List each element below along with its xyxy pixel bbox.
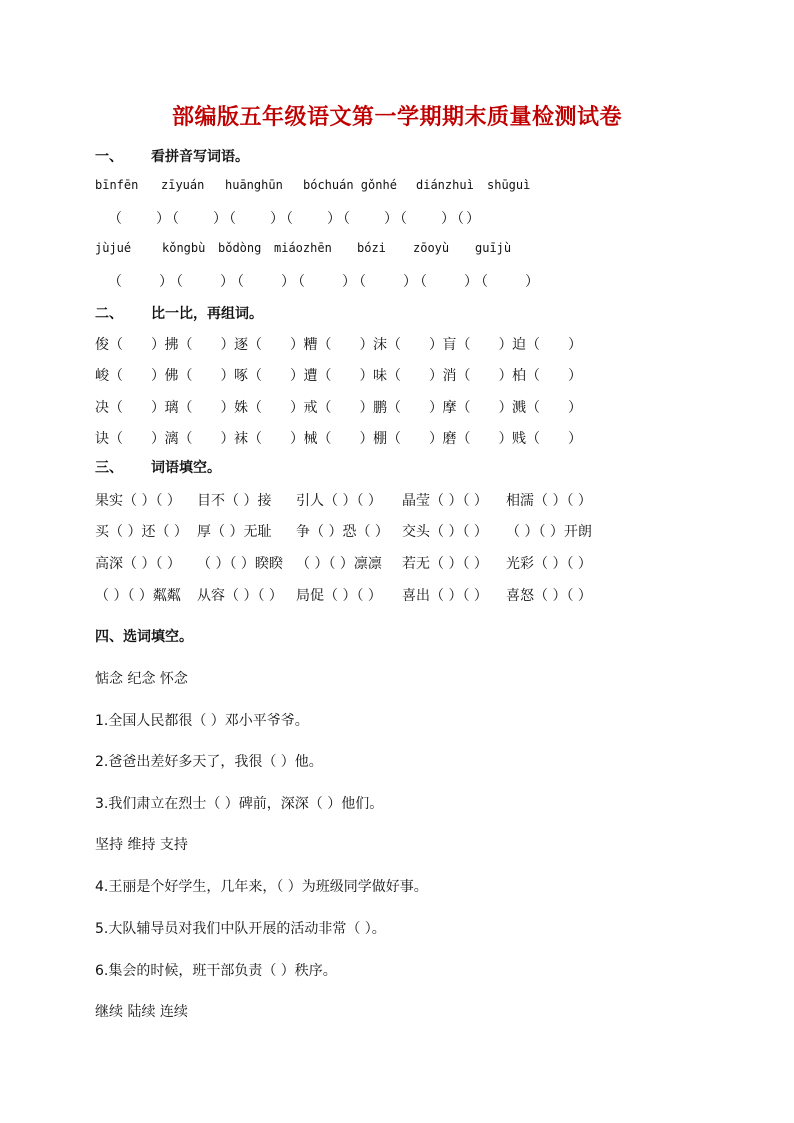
section1-label: 看拼音写词语。 (151, 149, 249, 165)
pinyin-item: bīnfēn (95, 178, 139, 192)
pinyin-item: diánzhuì (416, 178, 474, 192)
pinyin-item: zōoyù (413, 241, 450, 255)
compare-char: 璃 (164, 400, 179, 416)
answer-blank: （ ） (456, 400, 513, 416)
idiom-blank: 光彩（ ）（ ） (506, 556, 592, 572)
compare-row (95, 334, 582, 354)
answer-blanks-row-2: （ ）（ ）（ ）（ ）（ ）（ ）（ ） (108, 274, 542, 290)
compare-item (512, 334, 582, 354)
answer-blank: （ ） (178, 368, 235, 384)
compare-char: 摩 (442, 400, 457, 416)
compare-item (512, 397, 582, 417)
idiom-blank: 引人（ ）（ ） (296, 493, 382, 509)
compare-item (443, 365, 513, 385)
idiom-blank: 局促（ ）（ ） (296, 588, 382, 604)
section3-heading (95, 457, 221, 477)
section4-heading: 四、选词填空。 (95, 629, 193, 645)
answer-blank: （ ） (317, 337, 374, 353)
compare-char: 逐 (234, 337, 248, 353)
answer-blank: （ ） (526, 431, 582, 447)
compare-char: 消 (442, 368, 457, 384)
compare-char: 柏 (512, 368, 526, 384)
idiom-blank: 交头（ ）（ ） (402, 524, 488, 540)
answer-blank: （ ） (248, 337, 304, 353)
section2-heading (95, 303, 263, 323)
pinyin-row-2 (95, 241, 511, 255)
answer-blank: （ ） (109, 431, 165, 447)
answer-blank: （ ） (387, 368, 443, 384)
answer-blank: （ ） (456, 431, 513, 447)
answer-blank: （ ） (109, 400, 165, 416)
idiom-blank: 目不（ ）接 (197, 493, 272, 509)
compare-char: 溅 (512, 400, 526, 416)
section2-number: 二、 (95, 306, 123, 322)
idiom-blank: 喜出（ ）（ ） (402, 588, 488, 604)
compare-item (373, 397, 443, 417)
section3-label: 词语填空。 (151, 460, 221, 476)
compare-char: 遭 (303, 368, 318, 384)
section1-number: 一、 (95, 149, 123, 165)
compare-char: 糟 (303, 337, 318, 353)
compare-char: 沫 (373, 337, 387, 353)
answer-blank: （ ） (387, 400, 443, 416)
section2-label: 比一比，再组词。 (151, 306, 263, 322)
compare-char: 戒 (303, 400, 318, 416)
compare-item (512, 365, 582, 385)
pinyin-item: kǒngbù (162, 241, 206, 255)
compare-item (304, 365, 374, 385)
question-1: 1.全国人民都很（ ）邓小平爷爷。 (95, 713, 309, 729)
idiom-blank: 喜怒（ ）（ ） (506, 588, 592, 604)
compare-row (95, 428, 582, 448)
question-5: 5.大队辅导员对我们中队开展的活动非常（ ）。 (95, 921, 386, 937)
idiom-blank: 相濡（ ）（ ） (506, 493, 592, 509)
question-6: 6.集会的时候，班干部负责（ ）秩序。 (95, 963, 337, 979)
pinyin-item: bóchuán gǒnhé (303, 178, 397, 192)
compare-char: 贱 (512, 431, 526, 447)
answer-blank: （ ） (456, 337, 513, 353)
pinyin-row-1 (95, 178, 530, 192)
answer-blank: （ ） (526, 337, 582, 353)
compare-item (95, 365, 165, 385)
idiom-blank: 果实（ ）（ ） (95, 493, 181, 509)
compare-char: 棚 (373, 431, 387, 447)
answer-blank: （ ） (248, 400, 304, 416)
word-choices-1: 惦念 纪念 怀念 (95, 671, 188, 687)
pinyin-item: jùjué (95, 241, 132, 255)
pinyin-item: bǒdòng (218, 241, 262, 255)
compare-char: 味 (373, 368, 387, 384)
compare-char: 拂 (164, 337, 179, 353)
compare-char: 啄 (234, 368, 248, 384)
pinyin-item: guījù (475, 241, 512, 255)
pinyin-item: miáozhēn (274, 241, 332, 255)
idiom-blank: 买（ ）还（ ） (95, 524, 188, 540)
pinyin-item: huānghūn (225, 178, 283, 192)
answer-blank: （ ） (387, 431, 443, 447)
answer-blanks-row-1: （ ）（ ）（ ）（ ）（ ）（ ）（） (108, 211, 482, 227)
idiom-blank: 从容（ ）（ ） (197, 588, 283, 604)
compare-item (165, 428, 235, 448)
word-choices-3: 继续 陆续 连续 (95, 1004, 188, 1020)
compare-char: 佛 (164, 368, 179, 384)
answer-blank: （ ） (178, 337, 235, 353)
idiom-blank: 晶莹（ ）（ ） (402, 493, 488, 509)
compare-item (234, 428, 304, 448)
compare-item (165, 334, 235, 354)
idiom-blank: 若无（ ）（ ） (402, 556, 488, 572)
answer-blank: （ ） (248, 368, 304, 384)
compare-char: 漓 (164, 431, 179, 447)
pinyin-item: shūguì (487, 178, 531, 192)
compare-item (234, 397, 304, 417)
answer-blank: （ ） (109, 337, 165, 353)
compare-char: 姝 (234, 400, 248, 416)
compare-row (95, 365, 582, 385)
compare-char: 诀 (95, 431, 109, 447)
compare-item (304, 428, 374, 448)
compare-char: 肓 (442, 337, 457, 353)
answer-blank: （ ） (526, 368, 582, 384)
idiom-blank: 厚（ ）无耻 (197, 524, 272, 540)
word-choices-2: 坚持 维持 支持 (95, 837, 188, 853)
idiom-blank: （ ）（ ）开朗 (506, 524, 592, 540)
compare-item (443, 397, 513, 417)
question-2: 2.爸爸出差好多天了，我很（ ）他。 (95, 754, 323, 770)
compare-item (512, 428, 582, 448)
answer-blank: （ ） (178, 400, 235, 416)
compare-char: 械 (303, 431, 318, 447)
compare-char: 鹏 (373, 400, 387, 416)
answer-blank: （ ） (317, 431, 374, 447)
compare-item (95, 428, 165, 448)
pinyin-item: zīyuán (161, 178, 205, 192)
compare-item (443, 428, 513, 448)
compare-char: 俊 (95, 337, 109, 353)
page-title: 部编版五年级语文第一学期期末质量检测试卷 (171, 104, 622, 130)
compare-row (95, 397, 582, 417)
compare-item (373, 334, 443, 354)
compare-item (304, 397, 374, 417)
compare-char: 迫 (512, 337, 526, 353)
compare-item (304, 334, 374, 354)
compare-char: 决 (95, 400, 109, 416)
answer-blank: （ ） (317, 368, 374, 384)
answer-blank: （ ） (109, 368, 165, 384)
answer-blank: （ ） (248, 431, 304, 447)
idiom-blank: （ ）（ ）睽睽 (197, 556, 283, 572)
compare-item (373, 365, 443, 385)
answer-blank: （ ） (456, 368, 513, 384)
idiom-blank: 高深（ ）（ ） (95, 556, 181, 572)
answer-blank: （ ） (526, 400, 582, 416)
compare-char: 峻 (95, 368, 109, 384)
compare-item (443, 334, 513, 354)
compare-char: 磨 (442, 431, 457, 447)
compare-char: 袜 (234, 431, 248, 447)
idiom-blank: （ ）（ ）粼粼 (95, 588, 181, 604)
compare-item (234, 334, 304, 354)
section1-heading (95, 146, 249, 166)
answer-blank: （ ） (317, 400, 374, 416)
compare-item (373, 428, 443, 448)
question-4: 4.王丽是个好学生，几年来，（ ）为班级同学做好事。 (95, 879, 428, 895)
question-3: 3.我们肃立在烈士（ ）碑前，深深（ ）他们。 (95, 796, 384, 812)
idiom-blank: 争（ ）恐（ ） (296, 524, 389, 540)
idiom-blank: （ ）（ ）凛凛 (296, 556, 382, 572)
compare-item (234, 365, 304, 385)
compare-item (95, 397, 165, 417)
compare-item (95, 334, 165, 354)
answer-blank: （ ） (387, 337, 443, 353)
pinyin-item: bózi (357, 241, 386, 255)
section3-number: 三、 (95, 460, 123, 476)
answer-blank: （ ） (178, 431, 235, 447)
compare-item (165, 365, 235, 385)
compare-item (165, 397, 235, 417)
